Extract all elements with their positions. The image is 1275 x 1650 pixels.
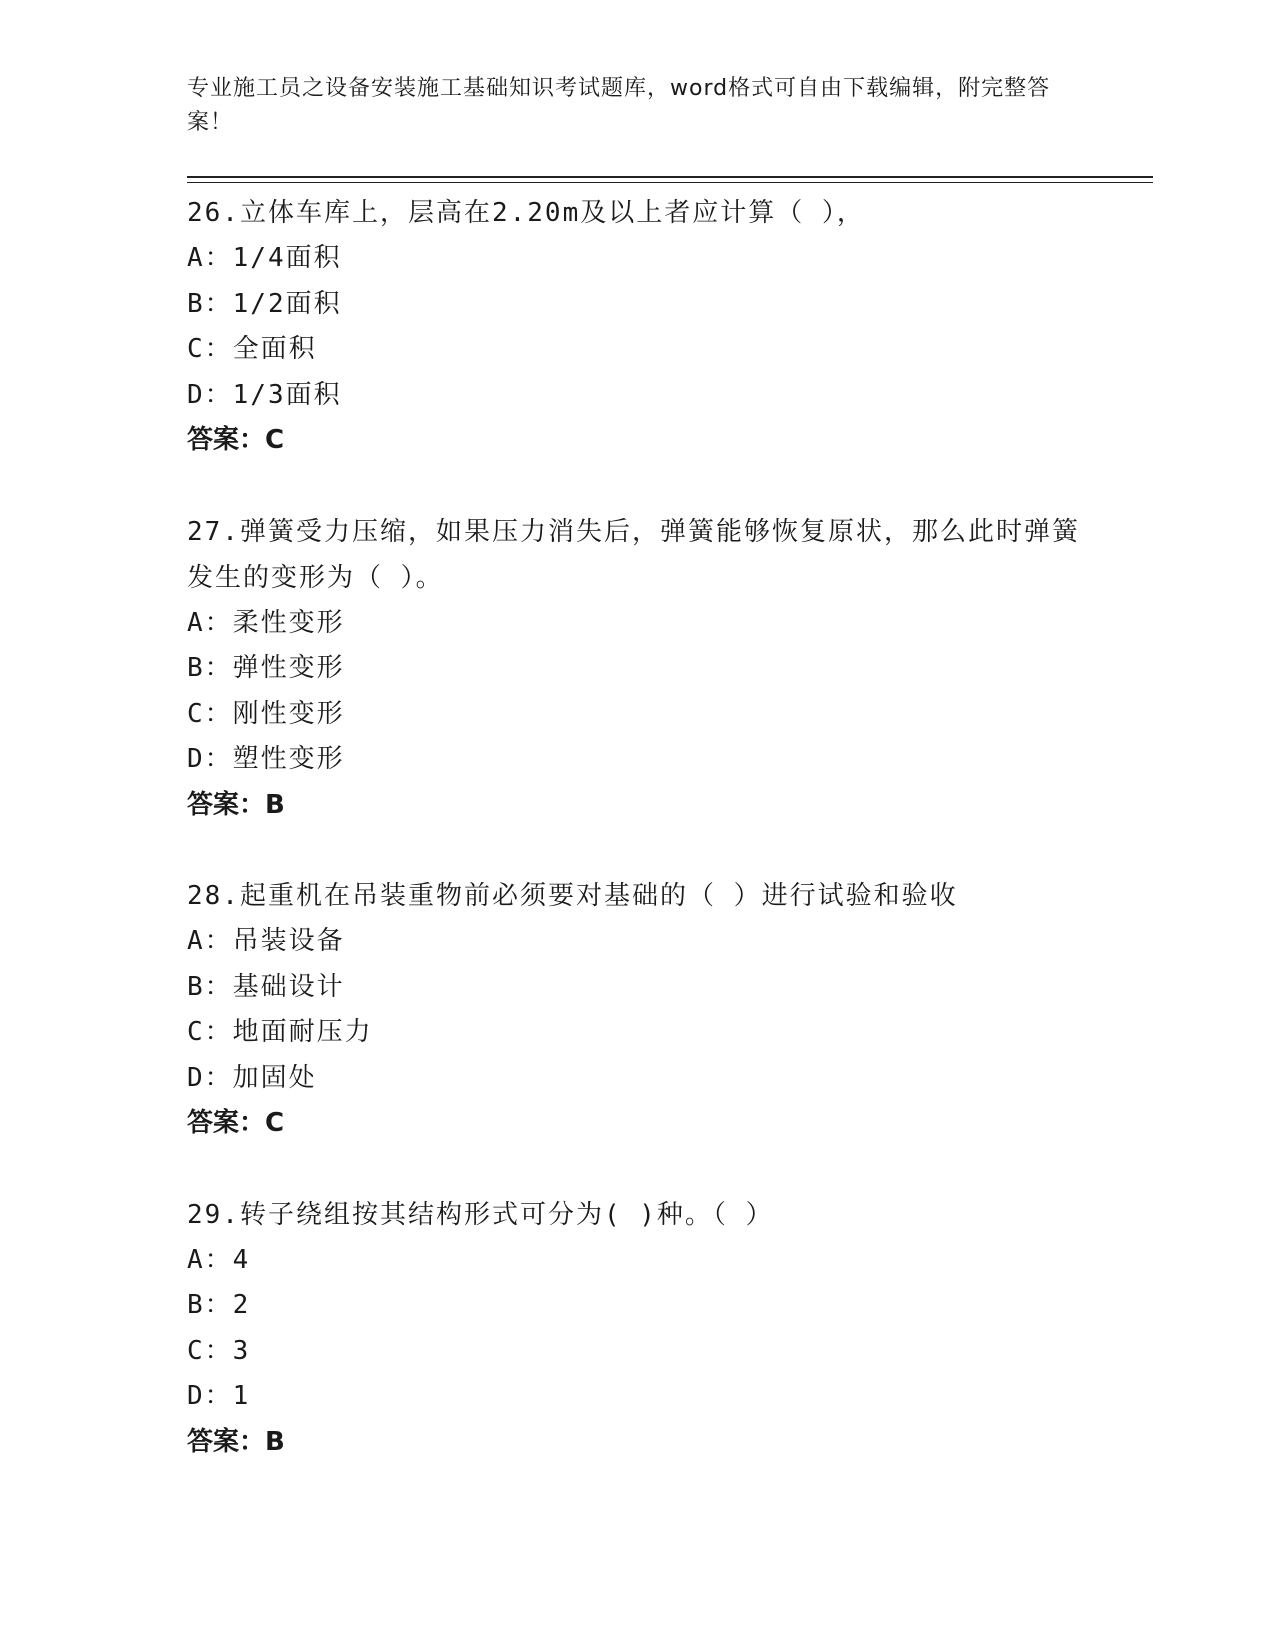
header-divider-thick — [187, 176, 1153, 178]
question-26 — [187, 190, 1087, 464]
question-spacer — [187, 1147, 1087, 1192]
question-27 — [187, 509, 1087, 829]
question-spacer — [187, 828, 1087, 873]
header-divider-thin — [187, 182, 1153, 183]
option-a: A：1/4面积 — [187, 243, 342, 273]
question-spacer — [187, 464, 1087, 509]
question-text: 29.转子绕组按其结构形式可分为( )种。（ ） — [187, 1199, 774, 1230]
option-a: A：柔性变形 — [187, 607, 345, 638]
answer-line: 答案：C — [187, 1108, 285, 1138]
option-c: C：地面耐压力 — [187, 1017, 373, 1047]
option-d: D：加固处 — [187, 1062, 317, 1093]
option-c: C：全面积 — [187, 334, 317, 364]
question-29 — [187, 1192, 1087, 1466]
answer-line: 答案：B — [187, 1426, 285, 1457]
option-a: A：吊装设备 — [187, 926, 345, 956]
option-d: D：塑性变形 — [187, 744, 345, 774]
option-c: C：3 — [187, 1335, 251, 1366]
option-b: B：2 — [187, 1290, 251, 1320]
document-header: 专业施工员之设备安装施工基础知识考试题库，word格式可自由下载编辑，附完整答案！ — [187, 76, 1051, 135]
question-text: 27.弹簧受力压缩，如果压力消失后，弹簧能够恢复原状，那么此时弹簧发生的变形为（ ）。 — [187, 516, 1080, 593]
option-a: A：4 — [187, 1244, 251, 1275]
answer-line: 答案：B — [187, 789, 285, 820]
option-b: B：弹性变形 — [187, 653, 345, 683]
option-b: B：1/2面积 — [187, 288, 342, 319]
option-b: B：基础设计 — [187, 971, 345, 1002]
question-list — [187, 190, 1087, 1465]
option-d: D：1 — [187, 1381, 251, 1411]
answer-line: 答案：C — [187, 425, 285, 455]
question-text: 26.立体车库上，层高在2.20m及以上者应计算（ ）， — [187, 198, 865, 228]
option-d: D：1/3面积 — [187, 379, 342, 410]
question-28 — [187, 873, 1087, 1147]
option-c: C：刚性变形 — [187, 698, 345, 729]
question-text: 28.起重机在吊装重物前必须要对基础的（ ）进行试验和验收 — [187, 881, 958, 911]
